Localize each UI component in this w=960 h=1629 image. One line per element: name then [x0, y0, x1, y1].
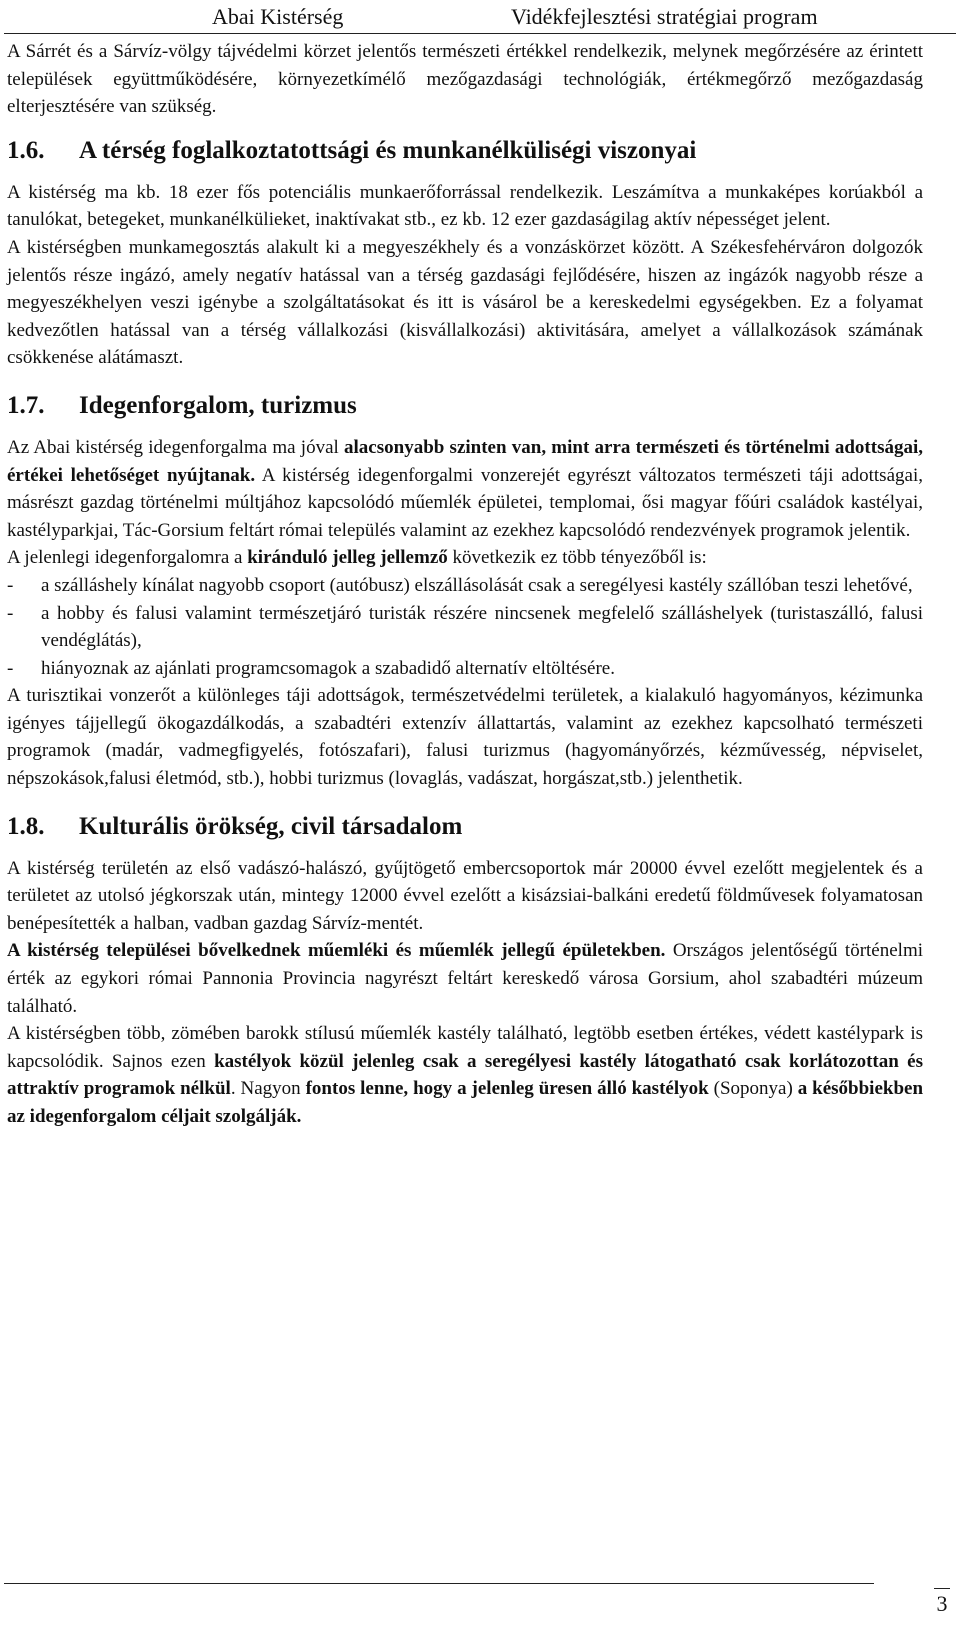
section-heading-1-6 — [7, 137, 923, 165]
paragraph: A kistérségben több, zömében barokk stílusú műemlék kastély található, legtöbb esetben értékes, védett kastélypark is kapcsolódik. Sajnos ezen kastélyok közül jelenleg csak a seregélyesi kastély látogatható csak korlátozottan és attraktív programok nélkül. Nagyon fontos lenne, hogy a jelenleg üresen álló kastélyok (Soponya) a későbbiekben az idegenforgalom céljait szolgálják. — [7, 1023, 924, 1127]
page-number-value: 3 — [936, 1591, 948, 1616]
list-item: - a szálláshely kínálat nagyobb csoport (autóbusz) elszállásolását csak a seregélyesi kastély szállóban teszi lehetővé, — [7, 574, 913, 596]
section-heading-1-8 — [7, 813, 923, 841]
page-number-rule — [934, 1588, 950, 1589]
list-item: - a hobby és falusi valamint természetjáró turisták részére nincsenek megfelelő szálláshelyek (turistaszálló, falusi vendéglátás), — [7, 602, 923, 652]
section-number: 1.6. — [7, 136, 45, 164]
intro-paragraph: A Sárrét és a Sárvíz-völgy tájvédelmi körzet jelentős természeti értékkel rendelkezik, melynek megőrzésére az érintett települések együttműködésére, környezetkímélő mezőgazdasági technológiák, értékmegőrző mezőgazdaság elterjesztésére van szükség. — [7, 41, 923, 118]
paragraph: A jelenlegi idegenforgalomra a kiránduló jelleg jellemző következik ez több tényezőből is: — [7, 547, 707, 569]
document-body — [7, 38, 923, 1131]
header-left: Abai Kistérség — [212, 4, 344, 29]
paragraph: A kistérségben munkamegosztás alakult ki a megyeszékhely és a vonzáskörzet között. A Székesfehérváron dolgozók jelentős része ingázó, amely negatív hatással van a térség gazdasági fejlődésére, hiszen az ingázók nagyobb része a megyeszékhelyen veszi igénybe a szolgáltatásokat és itt is vásárol be a kereskedelmi egységekben. Ez a folyamat kedvezőtlen hatással van a térség vállalkozási (kisvállalkozási) aktivitására, amelyet a vállalkozások számának csökkenése alátámaszt. — [7, 236, 923, 369]
section-title: A térség foglalkoztatottsági és munkanélküliségi viszonyai — [79, 136, 697, 164]
paragraph: A kistérség települései bővelkednek műemléki és műemlék jellegű épületekben. Országos jelentőségű történelmi érték az egykori római Pannonia Provincia nagyrészt feltárt kereskedő városa Gorsium, ahol szabadtéri múzeum található. — [7, 940, 924, 1017]
section-heading-1-7 — [7, 392, 923, 420]
header-right: Vidékfejlesztési stratégiai program — [511, 4, 818, 29]
footer-rule — [4, 1583, 874, 1584]
page-header — [0, 4, 960, 34]
section-title: Kulturális örökség, civil társadalom — [79, 812, 463, 840]
paragraph: Az Abai kistérség idegenforgalma ma jóval alacsonyabb szinten van, mint arra természeti és történelmi adottságai, értékei lehetőséget nyújtanak. A kistérség idegenforgalmi vonzerejét egyrészt változatos természeti táji adottságai, másrészt gazdag történelmi múltjához kapcsolódó műemlék épületei, templomai, ősi magyar főúri családok kastélyai, kastélyparkjai, Tác-Gorsium feltárt római település valamint az ezekhez kapcsolódó rendezvények programok jelentik. — [7, 436, 923, 541]
page-number — [932, 1588, 952, 1617]
header-rule — [4, 33, 956, 34]
paragraph: A turisztikai vonzerőt a különleges táji adottságok, természetvédelmi területek, a kialakuló hagyományos, kézimunka igényes tájjellegű ökogazdálkodás, a szabadtéri extenzív állattartás, valamint az ezekhez kapcsolható természeti programok (madár, vadmegfigyelés, fotószafari), falusi turizmus (hagyományőrzés, kézművesség, népviselet, népszokások,falusi életmód, stb.), hobbi turizmus (lovaglás, vadászat, horgászat,stb.) jelenthetik. — [7, 685, 923, 790]
paragraph: A kistérség ma kb. 18 ezer fős potenciális munkaerőforrással rendelkezik. Leszámítva a munkaképes korúakból a tanulókat, betegeket, munkanélkülieket, inaktívakat stb., ez kb. 12 ezer gazdaságilag aktív népességet jelent. — [7, 181, 923, 231]
section-number: 1.8. — [7, 812, 45, 840]
list-item: - hiányoznak az ajánlati programcsomagok a szabadidő alternatív eltöltésére. — [7, 657, 615, 679]
section-title: Idegenforgalom, turizmus — [79, 391, 357, 419]
paragraph: A kistérség területén az első vadászó-halászó, gyűjtögető embercsoportok már 20000 évvel ezelőtt megjelentek és a területet az utolsó jégkorszak után, mintegy 12000 évvel ezelőtt a kisázsiai-balkáni eredetű földművesek folyamatosan benépesítették a halban, vadban gazdag Sárvíz-mentét. — [7, 857, 923, 934]
section-number: 1.7. — [7, 391, 45, 419]
